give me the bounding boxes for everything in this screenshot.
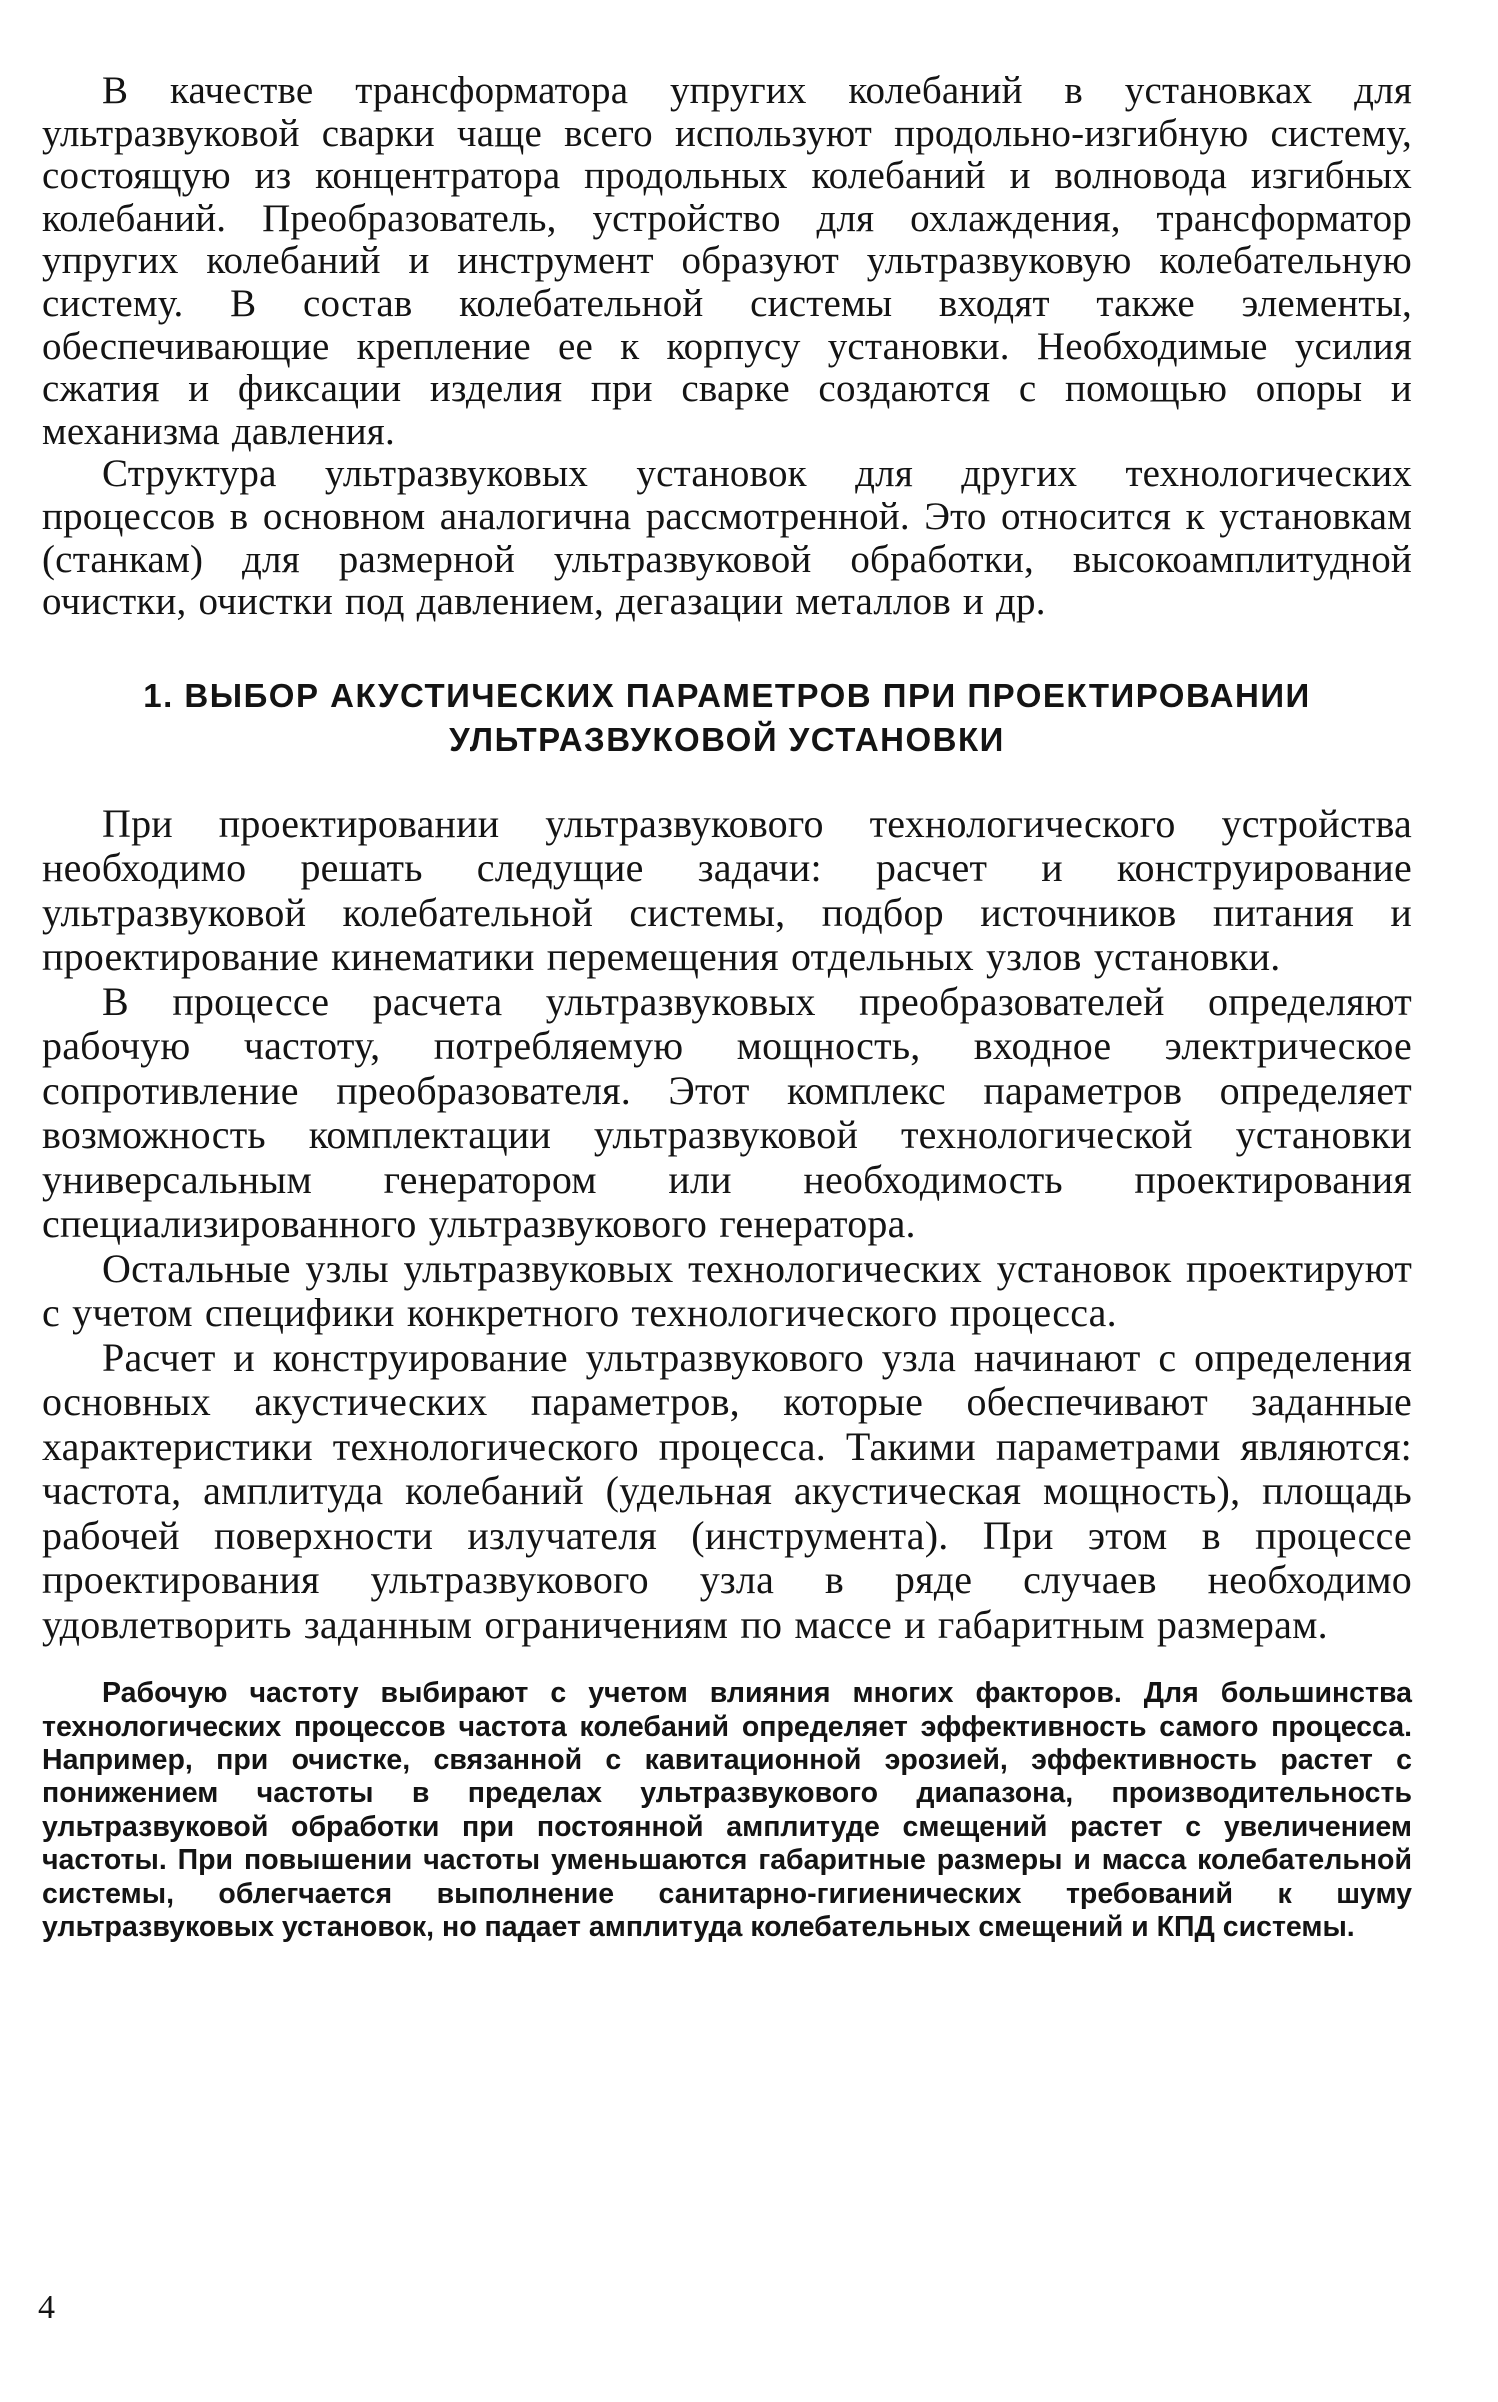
section-heading-line1: 1. ВЫБОР АКУСТИЧЕСКИХ ПАРАМЕТРОВ ПРИ ПРОЕКТИРОВАНИИ — [143, 676, 1311, 714]
page-content — [42, 70, 1412, 1944]
section-heading-line2: УЛЬТРАЗВУКОВОЙ УСТАНОВКИ — [449, 720, 1005, 758]
paragraph-working-frequency: Рабочую частоту выбирают с учетом влияния многих факторов. Для большинства технологических процессов частота колебаний определяет эффективность самого процесса. Например, при очистке, связанной с кавитационной эрозией, эффективность растет с понижением частоты в пределах ультразвукового диапазона, производительность ультразвуковой обработки при постоянной амплитуде смещений растет с увеличением частоты. При повышении частоты уменьшаются габаритные размеры и масса колебательной системы, облегчается выполнение санитарно-гигиенических требований к шуму ультразвуковых установок, но падает амплитуда колебательных смещений и КПД системы. — [42, 1677, 1412, 1944]
paragraph-other-units: Остальные узлы ультразвуковых технологических установок проектируют с учетом специфики конкретного технологического процесса. — [42, 1245, 1412, 1336]
paragraph-transformer: В качестве трансформатора упругих колебаний в установках для ультразвуковой сварки чаще всего используют продольно-изгибную систему, состоящую из концентратора продольных колебаний и волновода изгибных колебаний. Преобразователь, устройство для охлаждения, трансформатор упругих колебаний и инструмент образуют ультразвуковую колебательную систему. В состав колебательной системы входят также элементы, обеспечивающие крепление ее к корпусу установки. Необходимые усилия сжатия и фиксации изделия при сварке создаются с помощью опоры и механизма давления. — [42, 69, 1412, 453]
section-heading — [42, 674, 1412, 762]
paragraph-structure: Структура ультразвуковых установок для других технологических процессов в основном аналогична рассмотренной. Это относится к установкам (станкам) для размерной ультразвуковой обработки, высокоамплитудной очистки, очистки под давлением, дегазации металлов и др. — [42, 452, 1412, 624]
paragraph-acoustic-params: Расчет и конструирование ультразвукового узла начинают с определения основных акустических параметров, которые обеспечивают заданные характеристики технологического процесса. Такими параметрами являются: частота, амплитуда колебаний (удельная акустическая мощность), площадь рабочей поверхности излучателя (инструмента). При этом в процессе проектирования ультразвукового узла в ряде случаев необходимо удовлетворить заданным ограничениям по массе и габаритным размерам. — [42, 1334, 1412, 1647]
page-number: 4 — [38, 2289, 55, 2326]
paragraph-design-tasks: При проектировании ультразвукового технологического устройства необходимо решать следущие задачи: расчет и конструирование ультразвуковой колебательной системы, подбор источников питания и проектирование кинематики перемещения отдельных узлов установки. — [42, 800, 1412, 980]
paragraph-converter-calc: В процессе расчета ультразвуковых преобразователей определяют рабочую частоту, потребляемую мощность, входное электрическое сопротивление преобразователя. Этот комплекс параметров определяет возможность комплектации ультразвуковой технологической установки универсальным генератором или необходимость проектирования специализированного ультразвукового генератора. — [42, 978, 1412, 1247]
